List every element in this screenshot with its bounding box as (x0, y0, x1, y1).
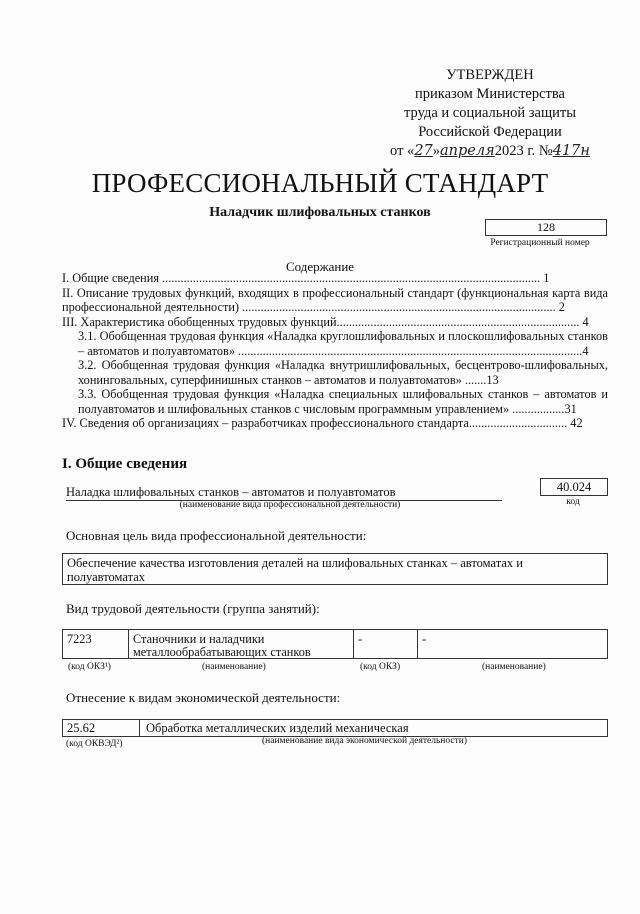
document-subtitle: Наладчик шлифовальных станков (209, 205, 431, 220)
toc-entry[interactable]: IV. Сведения об организациях – разработчиках профессионального стандарта................................ 42 (62, 416, 583, 430)
toc-entry[interactable]: II. Описание трудовых функций, входящих в профессиональный стандарт (функциональная карта вида профессиональной деятельности) ...................................................................................................... 2 (62, 285, 608, 314)
toc-entry[interactable]: III. Характеристика обобщенных трудовых функций............................................................................... 4 (62, 314, 589, 329)
okz-name-2-caption: (наименование) (482, 662, 546, 672)
toc-entry[interactable]: 3.3. Обобщенная трудовая функция «Наладка специальных шлифовальных станков – автоматов и полуавтоматов и шлифовальных станков с числовым программным управлением» .................31 (78, 387, 608, 416)
approval-line: труда и социальной защиты (404, 105, 576, 121)
okz-name-2: - (422, 632, 427, 646)
okz-code-2: - (354, 630, 418, 658)
okved-code-caption: (код ОКВЭД²) (66, 739, 123, 749)
occupation-captions (62, 662, 608, 674)
handwritten-number: 417н (552, 143, 590, 159)
okved-name-caption: (наименование вида экономической деятельности) (262, 736, 467, 746)
activity-caption: (наименование вида профессиональной деятельности) (179, 500, 401, 510)
okz-code: 7223 (63, 630, 129, 658)
okz-code-caption: (код ОКЗ¹) (68, 662, 111, 672)
goal-text: Обеспечение качества изготовления деталей на шлифовальных станках – автоматах и полуавтоматах (62, 553, 608, 585)
toc-entry[interactable]: 3.1. Обобщенная трудовая функция «Наладка круглошлифовальных и плоскошлифовальных станков – автоматов и полуавтоматов» ................................................................................................................4 (78, 329, 608, 358)
table-of-contents (62, 271, 608, 431)
approval-block (360, 66, 620, 161)
handwritten-month: апреля (440, 143, 495, 159)
registration-number: 128 (485, 219, 607, 236)
approval-line: Российской Федерации (418, 124, 562, 140)
okved-code: 25.62 (62, 719, 140, 737)
section-title: I. Общие сведения (62, 456, 188, 472)
okz-code-2-caption: (код ОКЗ) (360, 662, 401, 672)
approval-title: УТВЕРЖДЕН (446, 67, 534, 83)
code-caption: код (566, 497, 580, 507)
document-title: ПРОФЕССИОНАЛЬНЫЙ СТАНДАРТ (91, 168, 549, 198)
registration-label: Регистрационный номер (490, 238, 590, 248)
approval-date: от «27»апреля2023 г. №417н (390, 143, 590, 159)
activity-name: Наладка шлифовальных станков – автоматов и полуавтоматов (66, 485, 502, 501)
okz-name-caption: (наименование) (202, 662, 266, 672)
econ-label: Отнесение к видам экономической деятельности: (66, 690, 341, 705)
group-label: Вид трудовой деятельности (группа занятий): (66, 601, 320, 616)
activity-code: 40.024 (540, 478, 608, 496)
approval-line: приказом Министерства (415, 86, 565, 102)
toc-entry[interactable]: I. Общие сведения ........................................................................................................................... 1 (62, 271, 550, 285)
okved-name: Обработка металлических изделий механическая (140, 719, 608, 737)
handwritten-day: 27 (414, 143, 433, 159)
goal-label: Основная цель вида профессиональной деятельности: (66, 528, 367, 543)
occupation-table (62, 629, 608, 659)
okz-name: Станочники и наладчики металлообрабатывающих станков (129, 630, 354, 658)
toc-entry[interactable]: 3.2. Обобщенная трудовая функция «Наладка внутришлифовальных, бесцентрово-шлифовальных, хонинговальных, суперфинишных станков – автоматов и полуавтоматов» .......13 (78, 358, 608, 387)
toc-heading: Содержание (285, 259, 355, 274)
